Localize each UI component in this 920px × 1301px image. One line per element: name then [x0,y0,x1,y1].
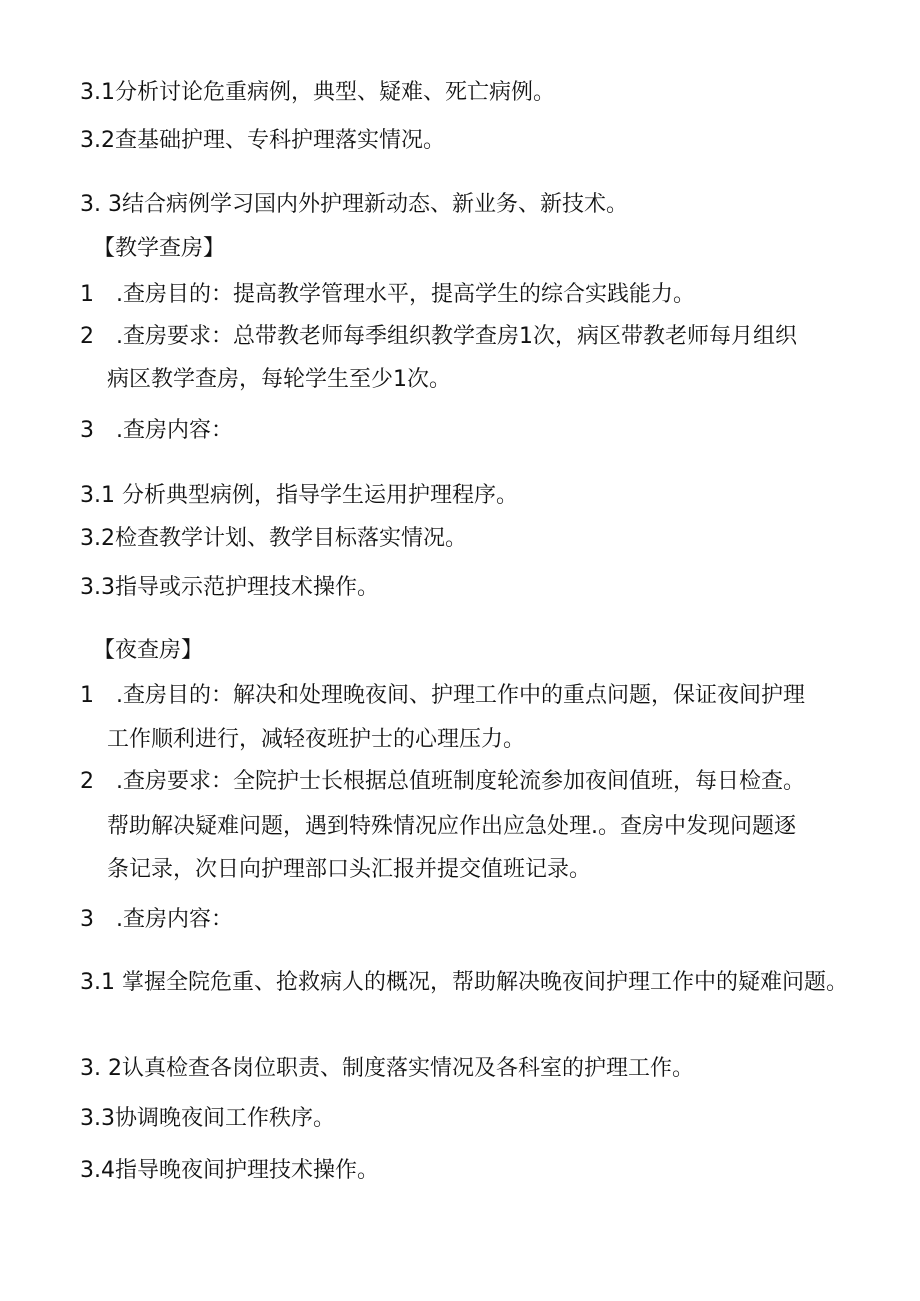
paragraph-3-2: 3.2查基础护理、专科护理落实情况。 [80,128,445,153]
night-item-3-text: .查房内容： [116,907,233,932]
night-item-2-continuation-1: 帮助解决疑难问题，遇到特殊情况应作出应急处理.。查房中发现问题逐 [107,814,796,839]
teaching-item-2-continuation: 病区教学查房，每轮学生至少1次。 [107,367,451,392]
night-sub-3-2: 3. 2认真检查各岗位职责、制度落实情况及各科室的护理工作。 [80,1056,694,1081]
night-sub-3-1: 3.1 掌握全院危重、抢救病人的概况，帮助解决晚夜间护理工作中的疑难问题。 [80,970,848,995]
night-item-1-text: .查房目的：解决和处理晚夜间、护理工作中的重点问题，保证夜间护理 [116,683,805,708]
teaching-item-3-number: 3 [80,418,94,443]
teaching-item-2 [80,322,797,352]
night-item-3 [80,905,233,935]
teaching-item-3 [80,416,233,446]
teaching-item-1-number: 1 [80,282,94,307]
teaching-sub-3-2: 3.2检查教学计划、教学目标落实情况。 [80,526,467,551]
teaching-sub-3-1: 3.1 分析典型病例，指导学生运用护理程序。 [80,483,518,508]
night-sub-3-4: 3.4指导晚夜间护理技术操作。 [80,1158,379,1183]
night-sub-3-3: 3.3协调晚夜间工作秩序。 [80,1106,335,1131]
heading-night-rounds: 【夜查房】 [93,638,204,663]
night-item-2-continuation-2: 条记录，次日向护理部口头汇报并提交值班记录。 [107,857,592,882]
teaching-sub-3-3: 3.3指导或示范护理技术操作。 [80,575,379,600]
night-item-1-continuation: 工作顺利进行，减轻夜班护士的心理压力。 [107,727,526,752]
heading-teaching-rounds: 【教学查房】 [93,236,226,261]
night-item-2 [80,767,805,797]
teaching-item-3-text: .查房内容： [116,418,233,443]
teaching-item-1-text: .查房目的：提高教学管理水平，提高学生的综合实践能力。 [116,282,695,307]
night-item-2-number: 2 [80,769,94,794]
teaching-item-2-text: .查房要求：总带教老师每季组织教学查房1次，病区带教老师每月组织 [116,324,797,349]
night-item-2-text: .查房要求：全院护士长根据总值班制度轮流参加夜间值班，每日检查。 [116,769,805,794]
night-item-1 [80,681,805,711]
teaching-item-1 [80,280,695,310]
paragraph-3-3: 3. 3结合病例学习国内外护理新动态、新业务、新技术。 [80,192,628,217]
night-item-3-number: 3 [80,907,94,932]
night-item-1-number: 1 [80,683,94,708]
teaching-item-2-number: 2 [80,324,94,349]
paragraph-3-1: 3.1分析讨论危重病例，典型、疑难、死亡病例。 [80,80,555,105]
